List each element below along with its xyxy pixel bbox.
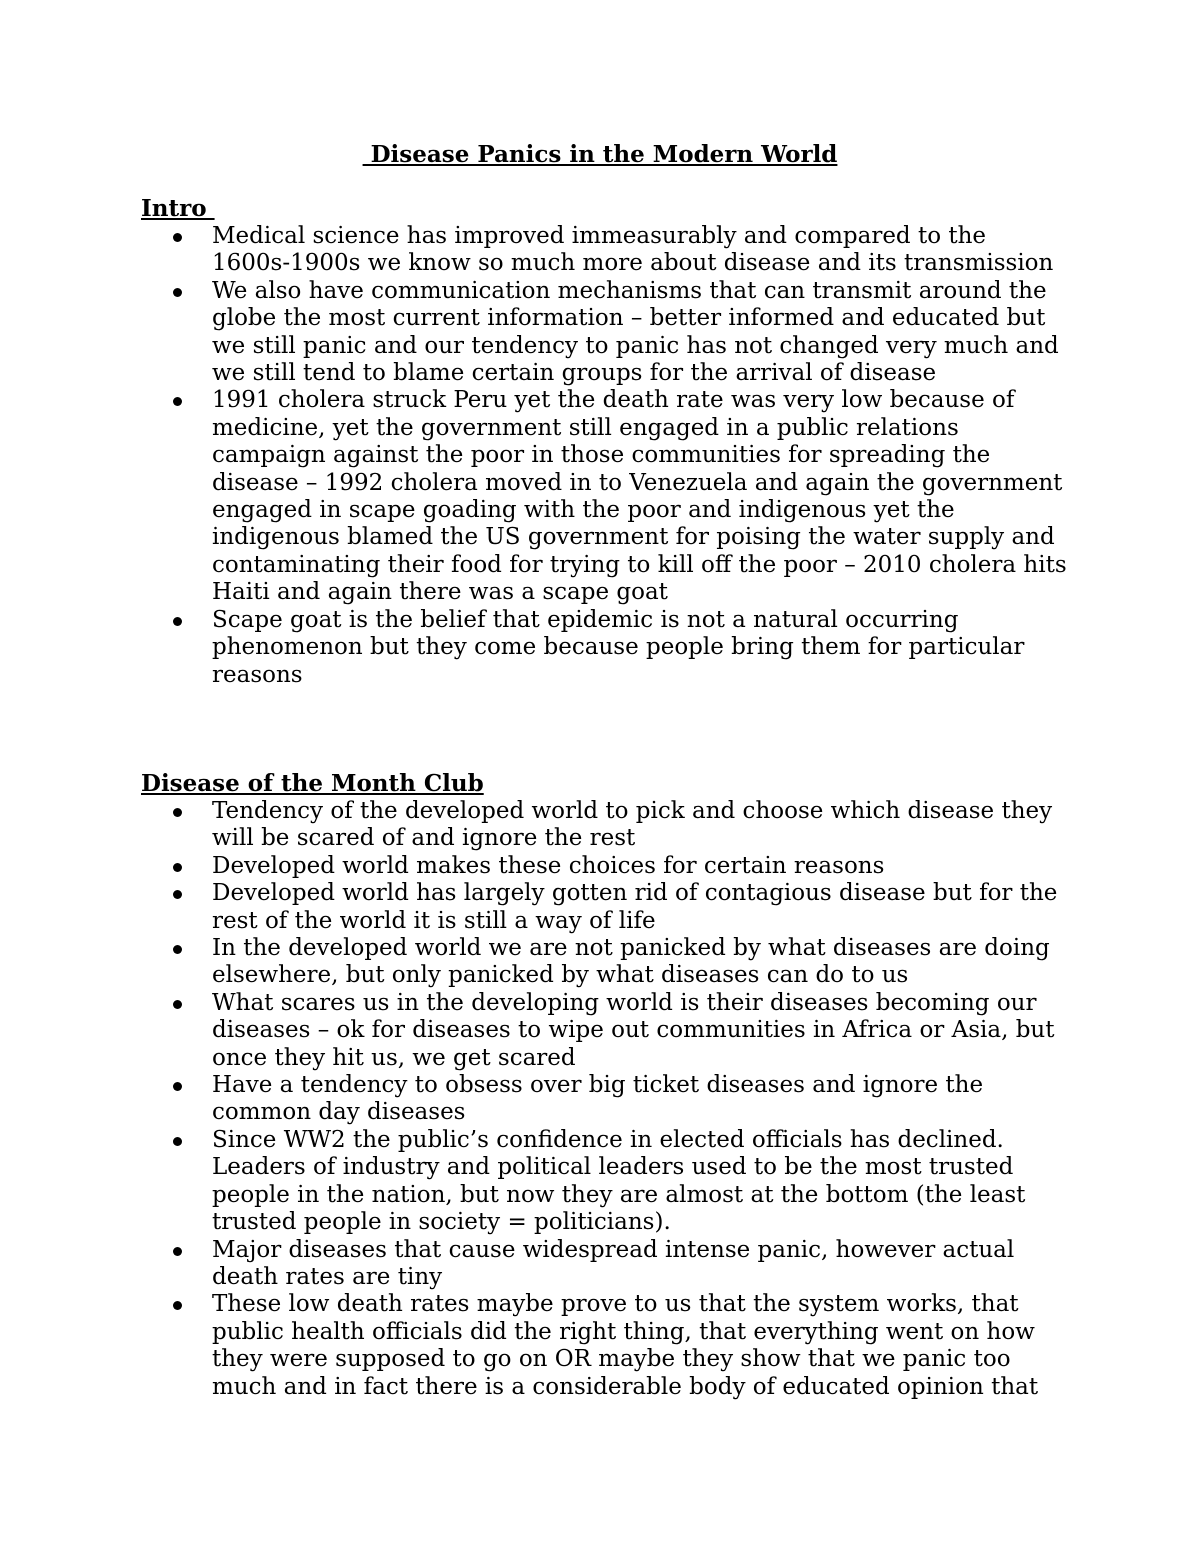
list-item — [141, 1237, 1071, 1292]
section-heading-intro: Intro — [141, 195, 215, 222]
section-disease-of-the-month-club — [141, 770, 1071, 1401]
list-item — [141, 223, 1071, 278]
list-item-text: We also have communication mechanisms that can transmit around the globe the most current information – better informed and educated but we still panic and our tendency to panic has not changed very much and we still tend to blame certain groups for the arrival of disease — [212, 277, 1059, 387]
bullet-point-icon — [173, 617, 182, 626]
bullet-point-icon — [173, 233, 182, 242]
list-item-text: Medical science has improved immeasurably and compared to the 1600s-1900s we know so much more about disease and its transmission — [212, 223, 1054, 277]
list-item-text: What scares us in the developing world is their diseases becoming our diseases – ok for diseases to wipe out communities in Africa or Asia, but once they hit us, we get scared — [212, 989, 1055, 1071]
bullet-point-icon — [173, 945, 182, 954]
list-item — [141, 990, 1071, 1072]
bullet-point-icon — [173, 890, 182, 899]
list-item — [141, 278, 1071, 388]
list-item-text: 1991 cholera struck Peru yet the death rate was very low because of medicine, yet the government still engaged in a public relations campaign against the poor in those communities for spreading the disease – 1992 cholera moved in to Venezuela and again the government engaged in scape goading with the poor and indigenous yet the indigenous blamed the US government for poising the water supply and contaminating their food for trying to kill off the poor – 2010 cholera hits Haiti and again there was a scape goat — [212, 387, 1067, 606]
list-item-text: Developed world has largely gotten rid of contagious disease but for the rest of the world it is still a way of life — [212, 880, 1058, 934]
list-item-text: Since WW2 the public’s confidence in elected officials has declined. Leaders of industry and political leaders used to be the most trusted people in the nation, but now they are almost at the bottom (the least trusted people in society = politicians). — [212, 1126, 1026, 1236]
list-item — [141, 607, 1071, 689]
list-item — [141, 1291, 1071, 1401]
list-item-text: In the developed world we are not panicked by what diseases are doing elsewhere, but only panicked by what diseases can do to us — [212, 935, 1050, 989]
list-item-text: Tendency of the developed world to pick and choose which disease they will be scared of and ignore the rest — [212, 798, 1053, 852]
bullet-point-icon — [173, 1247, 182, 1256]
list-item — [141, 1072, 1071, 1127]
document-title: Disease Panics in the Modern World — [362, 141, 838, 168]
list-item-text: Major diseases that cause widespread intense panic, however actual death rates are tiny — [212, 1236, 1015, 1290]
list-item — [141, 853, 1071, 880]
bullet-point-icon — [173, 288, 182, 297]
bullet-list-disease-of-the-month-club — [141, 798, 1071, 1401]
bullet-point-icon — [173, 397, 182, 406]
list-item-text: Scape goat is the belief that epidemic is not a natural occurring phenomenon but they come because people bring them for particular reasons — [212, 606, 1025, 688]
bullet-point-icon — [173, 1000, 182, 1009]
bullet-point-icon — [173, 863, 182, 872]
bullet-point-icon — [173, 1082, 182, 1091]
bullet-list-intro — [141, 223, 1071, 689]
bullet-point-icon — [173, 1301, 182, 1310]
list-item-text: These low death rates maybe prove to us that the system works, that public health officials did the right thing, that everything went on how they were supposed to go on OR maybe they show that we panic too much and in fact there is a considerable body of educated opinion that — [212, 1291, 1039, 1400]
list-item — [141, 387, 1071, 606]
list-item-text: Have a tendency to obsess over big ticket diseases and ignore the common day diseases — [212, 1072, 984, 1126]
list-item — [141, 935, 1071, 990]
section-heading-disease-of-the-month-club: Disease of the Month Club — [141, 770, 484, 797]
bullet-point-icon — [173, 808, 182, 817]
list-item-text: Developed world makes these choices for certain reasons — [212, 852, 885, 879]
list-item — [141, 880, 1071, 935]
list-item — [141, 798, 1071, 853]
list-item — [141, 1127, 1071, 1237]
bullet-point-icon — [173, 1137, 182, 1146]
section-intro — [141, 195, 1071, 689]
